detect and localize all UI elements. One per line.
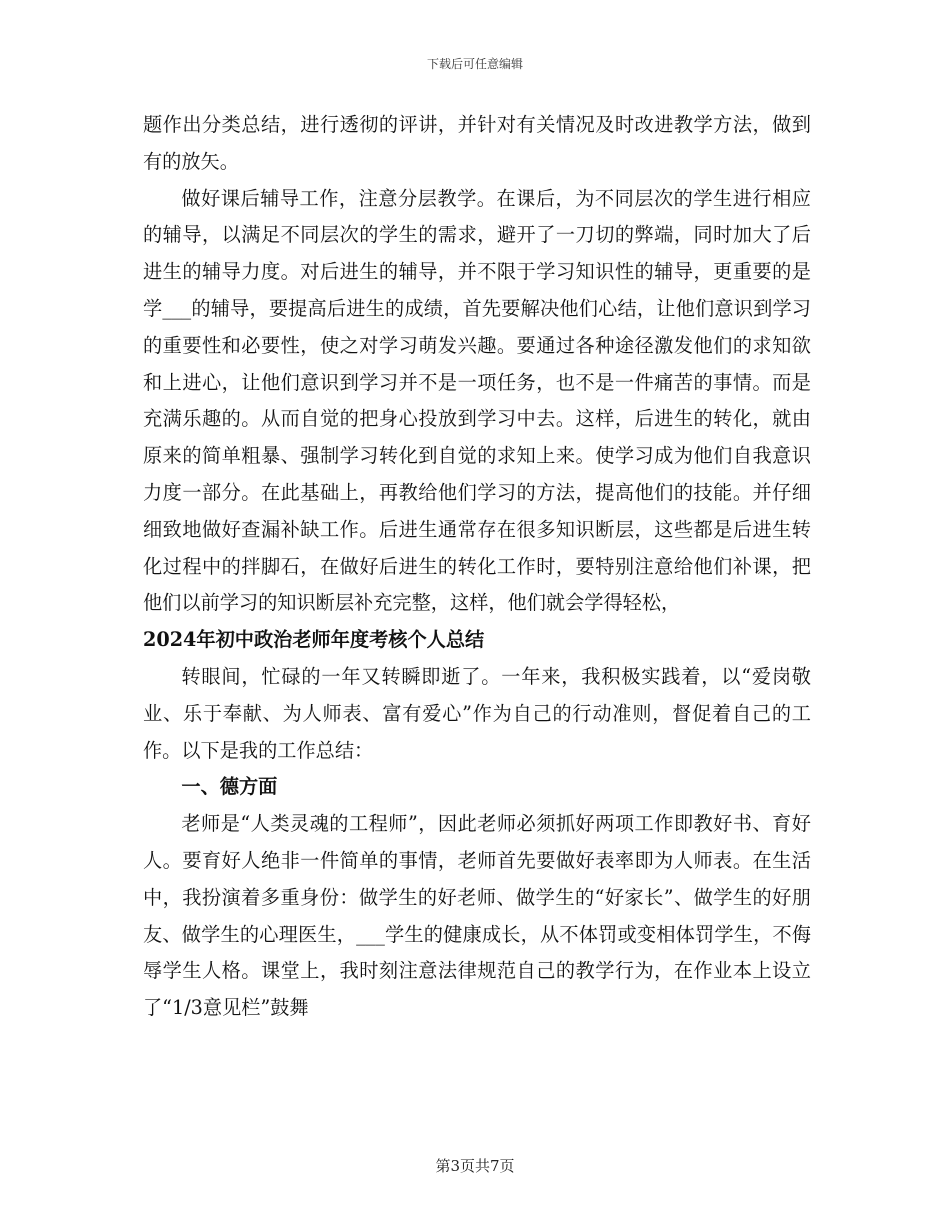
article-title: 2024年初中政治老师年度考核个人总结 (143, 628, 485, 652)
paragraph-tutoring: 做好课后辅导工作，注意分层教学。在课后，为不同层次的学生进行相应的辅导，以满足不同层次的学生的需求，避开了一刀切的弊端，同时加大了后进生的辅导力度。对后进生的辅导，并不限于学习知识性的辅导，更重要的是学___的辅导，要提高后进生的成绩，首先要解决他们心结，让他们意识到学习的重要性和必要性，使之对学习萌发兴趣。要通过各种途径激发他们的求知欲和上进心，让他们意识到学习并不是一项任务，也不是一件痛苦的事情。而是充满乐趣的。从而自觉的把身心投放到学习中去。这样，后进生的转化，就由原来的简单粗暴、强制学习转化到自觉的求知上来。使学习成为他们自我意识力度一部分。在此基础上，再教给他们学习的方法，提高他们的技能。并仔细细致地做好查漏补缺工作。后进生通常存在很多知识断层，这些都是后进生转化过程中的拌脚石，在做好后进生的转化工作时，要特别注意给他们补课，把他们以前学习的知识断层补充完整，这样，他们就会学得轻松， (143, 186, 811, 615)
section-heading: 一、德方面 (181, 775, 278, 799)
page-header: 下载后可任意编辑 (426, 57, 523, 71)
document-body (143, 107, 811, 1027)
page-footer: 第3页共7页 (435, 1157, 515, 1175)
paragraph-intro: 转眼间，忙碌的一年又转瞬即逝了。一年来，我积极实践着，以“爱岗敬业、乐于奉献、为人师表、富有爱心”作为自己的行动准则，督促着自己的工作。以下是我的工作总结： (143, 664, 811, 762)
paragraph-ethics: 老师是“人类灵魂的工程师”，因此老师必须抓好两项工作即教好书、育好人。要育好人绝非一件简单的事情，老师首先要做好表率即为人师表。在生活中，我扮演着多重身份：做学生的好老师、做学生的“好家长”、做学生的好朋友、做学生的心理医生，___学生的健康成长，从不体罚或变相体罚学生，不侮辱学生人格。课堂上，我时刻注意法律规范自己的教学行为，在作业本上设立了“1/3意见栏”鼓舞 (143, 812, 811, 1020)
paragraph-continued: 题作出分类总结，进行透彻的评讲，并针对有关情况及时改进教学方法，做到有的放矢。 (143, 113, 811, 173)
